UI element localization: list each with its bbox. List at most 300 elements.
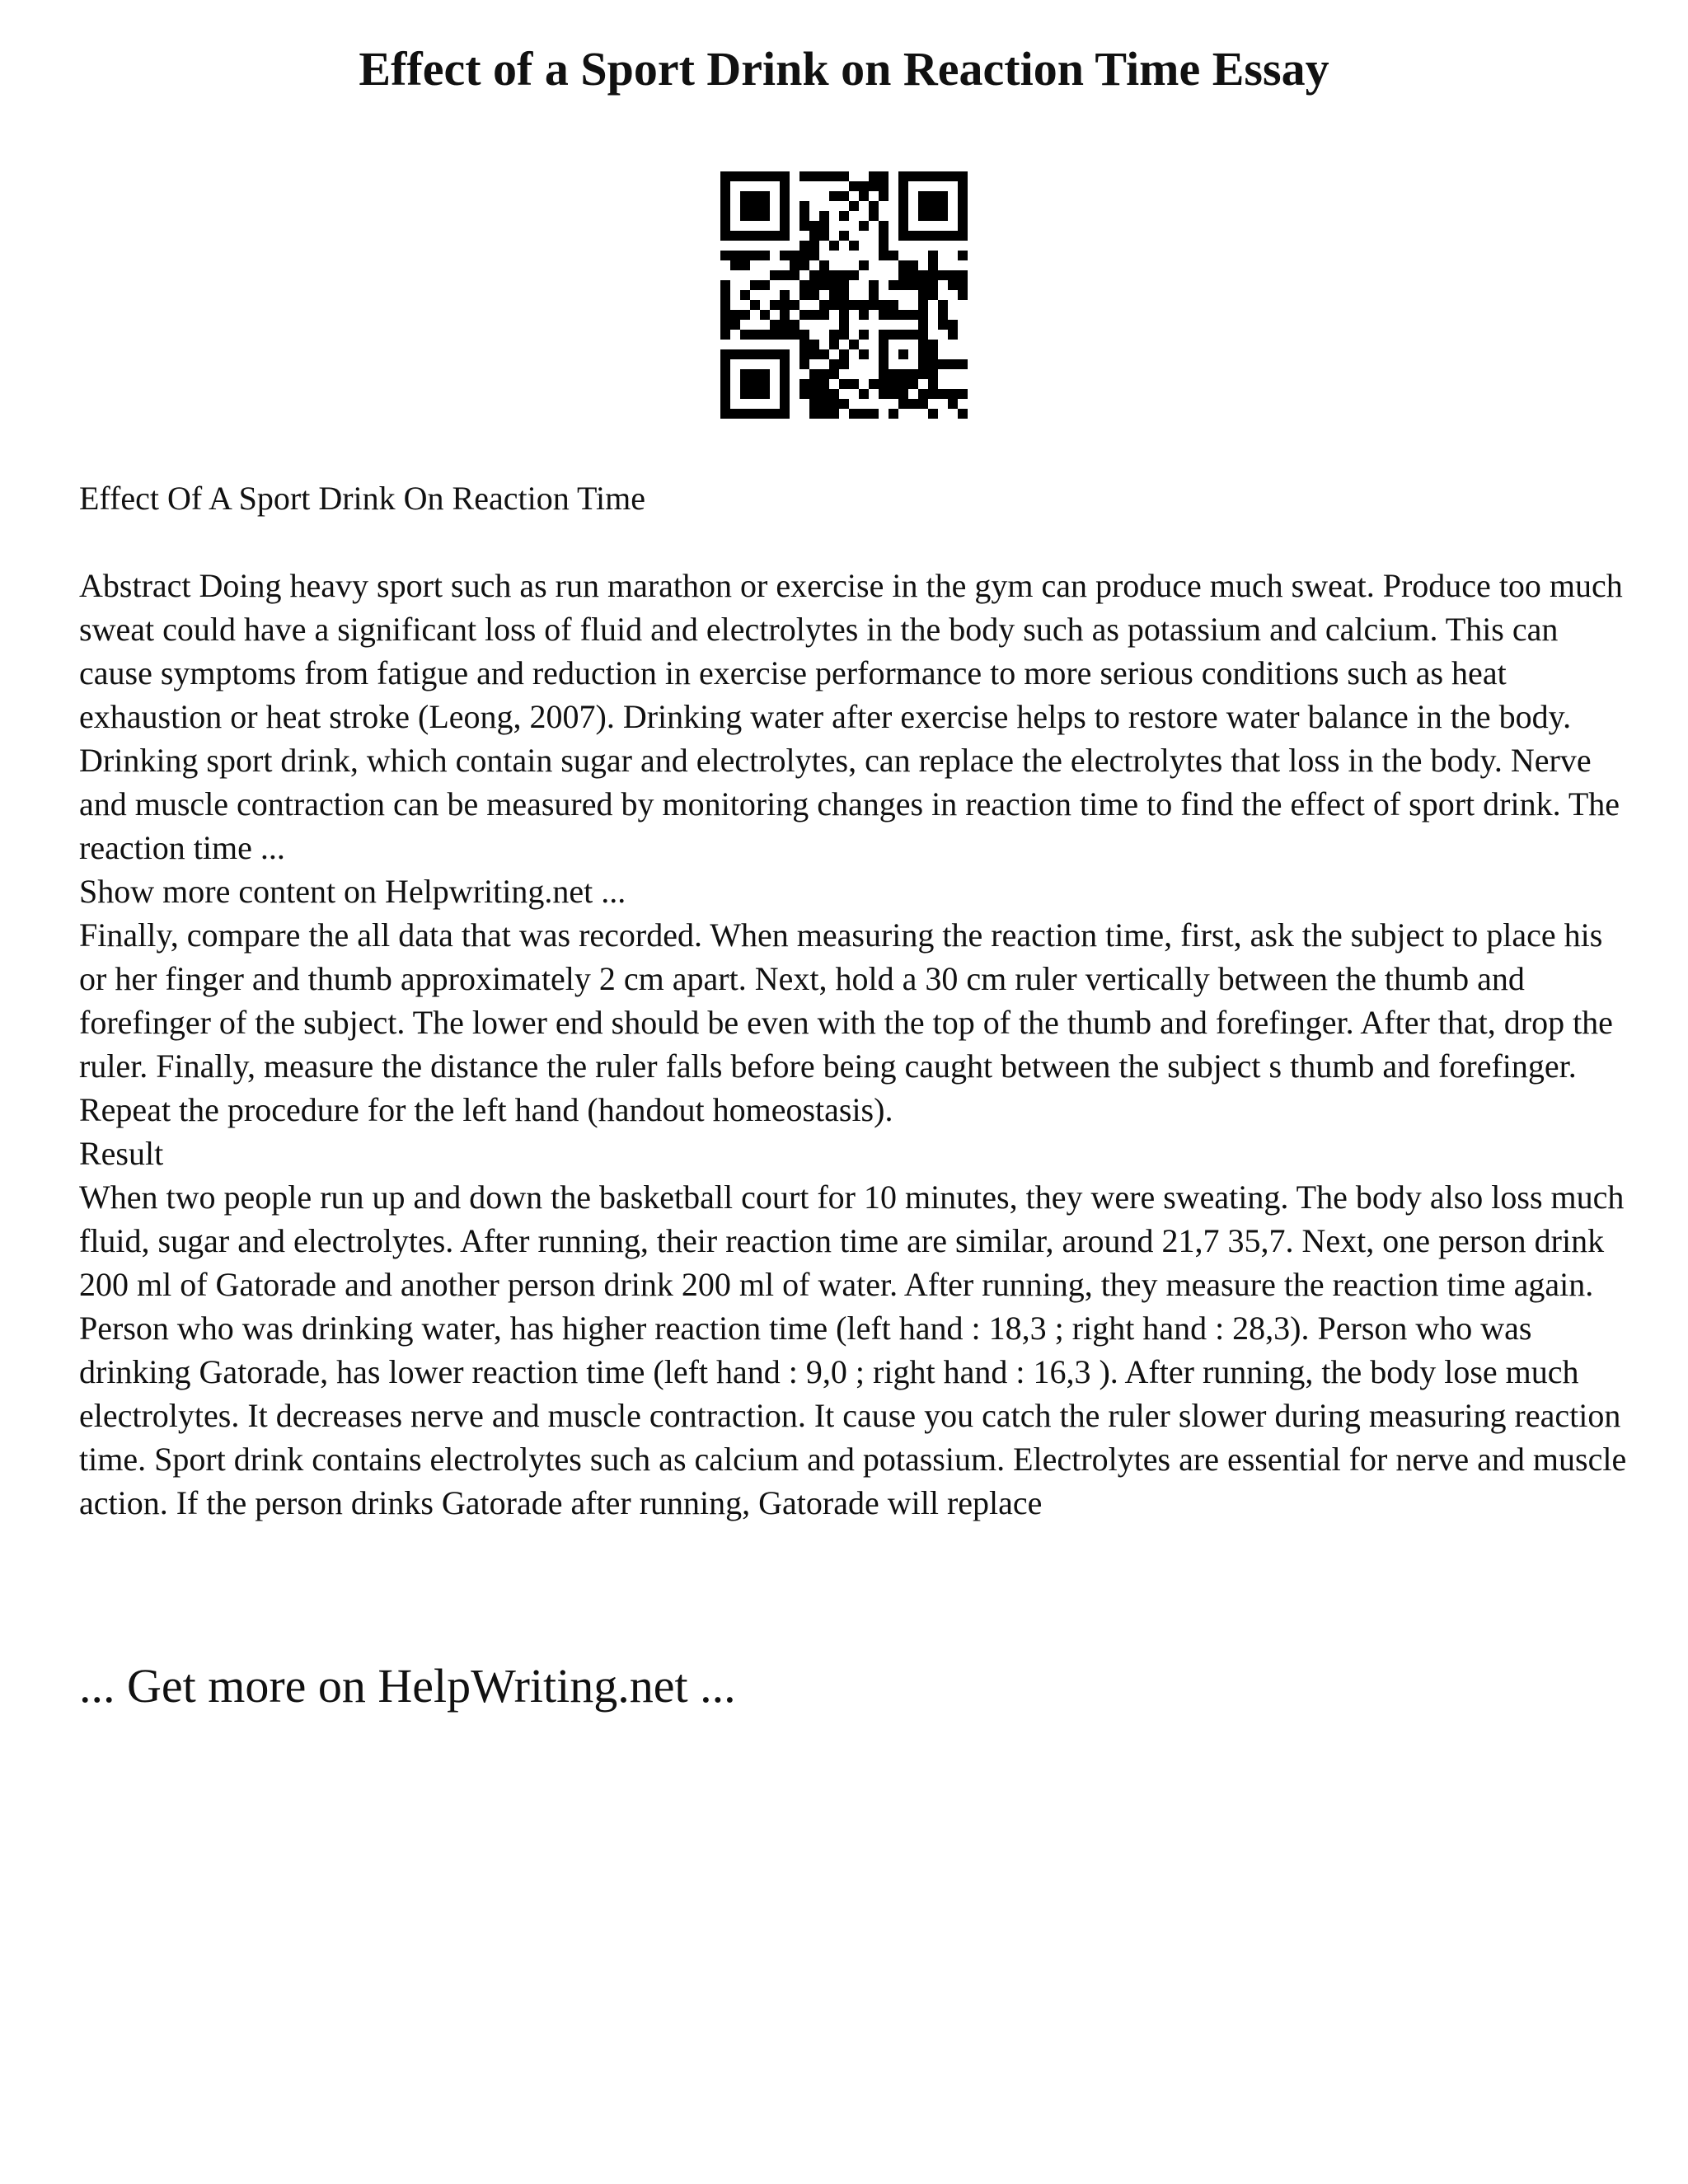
qr-module (839, 399, 849, 409)
result-heading: Result (79, 1135, 164, 1172)
qr-module (859, 389, 869, 399)
qr-module (780, 191, 790, 201)
qr-module (908, 369, 918, 379)
qr-module (958, 191, 968, 201)
qr-module (948, 399, 958, 409)
qr-module (740, 191, 750, 201)
qr-module (879, 359, 889, 369)
qr-module (819, 379, 829, 389)
qr-module (760, 231, 770, 241)
qr-module (829, 330, 839, 340)
qr-module (879, 191, 889, 201)
qr-module (948, 231, 958, 241)
qr-module (770, 171, 780, 181)
qr-module (839, 191, 849, 201)
qr-module (908, 330, 918, 340)
qr-module (849, 270, 859, 280)
qr-module (809, 221, 819, 231)
qr-module (819, 349, 829, 359)
qr-module (819, 270, 829, 280)
qr-module (879, 300, 889, 310)
qr-module (809, 241, 819, 251)
qr-module (859, 221, 869, 231)
qr-module (720, 280, 730, 290)
qr-module (780, 300, 790, 310)
qr-module (918, 201, 928, 211)
qr-module (760, 330, 770, 340)
qr-module (730, 409, 740, 419)
qr-module (889, 389, 898, 399)
qr-module (780, 221, 790, 231)
qr-module (720, 221, 730, 231)
qr-module (928, 231, 938, 241)
qr-module (938, 310, 948, 320)
qr-module (829, 241, 839, 251)
qr-module (958, 409, 968, 419)
qr-module (948, 280, 958, 290)
qr-module (829, 409, 839, 419)
qr-module (938, 191, 948, 201)
qr-module (898, 171, 908, 181)
qr-module (839, 320, 849, 330)
qr-module (720, 290, 730, 300)
qr-module (948, 320, 958, 330)
qr-module (839, 290, 849, 300)
qr-module (819, 389, 829, 399)
qr-module (849, 300, 859, 310)
qr-module (958, 359, 968, 369)
qr-module (918, 270, 928, 280)
qr-module (889, 251, 898, 260)
qr-module (839, 211, 849, 221)
qr-module (928, 280, 938, 290)
qr-module (908, 171, 918, 181)
qr-module (730, 310, 740, 320)
qr-module (859, 181, 869, 191)
qr-module (750, 379, 760, 389)
qr-code-icon (720, 171, 968, 419)
qr-module (809, 251, 819, 260)
qr-module (938, 320, 948, 330)
qr-module (958, 270, 968, 280)
qr-module (809, 409, 819, 419)
qr-module (869, 211, 879, 221)
qr-module (720, 320, 730, 330)
qr-module (760, 171, 770, 181)
qr-module (928, 359, 938, 369)
qr-module (879, 369, 889, 379)
qr-module (770, 231, 780, 241)
qr-module (898, 310, 908, 320)
qr-module (720, 379, 730, 389)
qr-module (898, 330, 908, 340)
qr-module (740, 211, 750, 221)
qr-module (918, 211, 928, 221)
qr-module (809, 280, 819, 290)
qr-module (809, 399, 819, 409)
qr-module (740, 379, 750, 389)
qr-module (859, 330, 869, 340)
qr-module (790, 260, 799, 270)
qr-module (918, 399, 928, 409)
qr-module (849, 379, 859, 389)
qr-module (780, 171, 790, 181)
qr-module (938, 300, 948, 310)
qr-module (879, 330, 889, 340)
qr-module (799, 251, 809, 260)
qr-module (740, 409, 750, 419)
qr-module (720, 181, 730, 191)
qr-module (898, 201, 908, 211)
qr-module (740, 369, 750, 379)
qr-module (740, 231, 750, 241)
qr-module (770, 409, 780, 419)
qr-module (879, 221, 889, 231)
qr-module (928, 379, 938, 389)
qr-module (780, 320, 790, 330)
qr-module (898, 260, 908, 270)
qr-module (938, 270, 948, 280)
qr-module (889, 280, 898, 290)
qr-module (799, 389, 809, 399)
qr-module (829, 280, 839, 290)
qr-module (879, 340, 889, 349)
qr-module (799, 241, 809, 251)
qr-module (879, 379, 889, 389)
qr-module (938, 359, 948, 369)
qr-module (908, 260, 918, 270)
qr-module (849, 340, 859, 349)
qr-module (829, 399, 839, 409)
qr-module (740, 389, 750, 399)
qr-module (740, 251, 750, 260)
qr-module (879, 181, 889, 191)
qr-module (928, 251, 938, 260)
qr-module (829, 389, 839, 399)
qr-module (770, 320, 780, 330)
qr-module (730, 260, 740, 270)
qr-module (898, 389, 908, 399)
method-paragraph: Finally, compare the all data that was recorded. When measuring the reaction time, first, ask the subject to place his or her finger and thumb approximately 2 cm apart. Next, hold a 30 cm ruler vertically between the thumb and forefinger of the subject. The lower end should be even with the top of the thumb and forefinger. After that, drop the ruler. Finally, measure the distance the ruler falls before being caught between the subject s thumb and forefinger. Repeat the procedure for the left hand (handout homeostasis). (79, 916, 1613, 1128)
qr-module (750, 191, 760, 201)
qr-module (809, 270, 819, 280)
qr-module (958, 221, 968, 231)
qr-module (720, 399, 730, 409)
qr-module (780, 349, 790, 359)
qr-module (918, 359, 928, 369)
qr-module (859, 409, 869, 419)
essay-heading: Effect Of A Sport Drink On Reaction Time (79, 480, 645, 517)
qr-module (948, 171, 958, 181)
qr-module (918, 171, 928, 181)
qr-module (750, 231, 760, 241)
qr-module (740, 310, 750, 320)
qr-module (898, 181, 908, 191)
qr-module (928, 191, 938, 201)
qr-module (760, 280, 770, 290)
qr-module (928, 349, 938, 359)
qr-module (958, 389, 968, 399)
qr-module (898, 369, 908, 379)
qr-module (849, 409, 859, 419)
qr-module (879, 349, 889, 359)
qr-module (928, 171, 938, 181)
qr-module (869, 300, 879, 310)
qr-module (829, 191, 839, 201)
qr-module (918, 191, 928, 201)
qr-module (938, 211, 948, 221)
qr-module (819, 171, 829, 181)
qr-code-graphic (720, 171, 968, 419)
qr-module (760, 379, 770, 389)
qr-module (790, 270, 799, 280)
qr-module (740, 260, 750, 270)
qr-module (780, 290, 790, 300)
qr-module (780, 330, 790, 340)
qr-module (839, 280, 849, 290)
qr-module (750, 211, 760, 221)
qr-module (958, 280, 968, 290)
qr-module (750, 409, 760, 419)
qr-module (720, 359, 730, 369)
qr-module (928, 290, 938, 300)
qr-module (809, 171, 819, 181)
show-more-link[interactable]: Show more content on Helpwriting.net ... (79, 873, 626, 910)
qr-module (740, 349, 750, 359)
qr-module (869, 379, 879, 389)
qr-module (918, 300, 928, 310)
result-paragraph: When two people run up and down the basketball court for 10 minutes, they were sweating. The body also loss much fluid, sugar and electrolytes. After running, their reaction time are similar, around 21,7 35,7. Next, one person drink 200 ml of Gatorade and another person drink 200 ml of water. After running, they measure the reaction time again. Person who was drinking water, has higher reaction time (left hand : 18,3 ; right hand : 28,3). Person who was drinking Gatorade, has lower reaction time (left hand : 9,0 ; right hand : 16,3 ). After running, the body lose much electrolytes. It decreases nerve and muscle contraction. It cause you catch the ruler slower during measuring reaction time. Sport drink contains electrolytes such as calcium and potassium. Electrolytes are essential for nerve and muscle action. If the person drinks Gatorade after running, Gatorade will replace (79, 1179, 1627, 1521)
qr-module (799, 260, 809, 270)
qr-module (938, 201, 948, 211)
qr-module (760, 251, 770, 260)
qr-module (869, 171, 879, 181)
qr-module (859, 310, 869, 320)
qr-module (809, 231, 819, 241)
qr-module (780, 181, 790, 191)
qr-module (898, 211, 908, 221)
qr-module (790, 330, 799, 340)
qr-module (720, 369, 730, 379)
qr-module (799, 310, 809, 320)
qr-module (770, 270, 780, 280)
qr-module (730, 251, 740, 260)
qr-module (799, 280, 809, 290)
qr-module (790, 320, 799, 330)
qr-module (869, 290, 879, 300)
qr-module (958, 181, 968, 191)
qr-module (720, 171, 730, 181)
qr-module (879, 310, 889, 320)
qr-module (898, 280, 908, 290)
qr-module (720, 191, 730, 201)
qr-module (819, 231, 829, 241)
qr-module (720, 330, 730, 340)
qr-module (918, 280, 928, 290)
qr-module (750, 201, 760, 211)
qr-module (760, 191, 770, 201)
qr-module (879, 231, 889, 241)
qr-module (790, 251, 799, 260)
qr-module (819, 399, 829, 409)
qr-module (799, 379, 809, 389)
qr-module (780, 201, 790, 211)
qr-module (780, 369, 790, 379)
qr-module (879, 171, 889, 181)
qr-module (908, 379, 918, 389)
qr-module (908, 231, 918, 241)
qr-module (750, 349, 760, 359)
qr-module (780, 409, 790, 419)
get-more-link[interactable]: ... Get more on HelpWriting.net ... (79, 1659, 736, 1713)
qr-module (780, 231, 790, 241)
qr-module (799, 221, 809, 231)
qr-module (720, 300, 730, 310)
qr-module (948, 330, 958, 340)
qr-module (750, 389, 760, 399)
qr-module (948, 270, 958, 280)
qr-module (928, 409, 938, 419)
qr-module (819, 369, 829, 379)
qr-module (849, 241, 859, 251)
qr-module (730, 171, 740, 181)
qr-module (839, 300, 849, 310)
qr-module (918, 349, 928, 359)
qr-module (898, 231, 908, 241)
essay-body (79, 476, 1629, 1525)
qr-module (849, 181, 859, 191)
qr-module (730, 349, 740, 359)
qr-module (898, 379, 908, 389)
qr-module (720, 231, 730, 241)
qr-module (958, 290, 968, 300)
page-title: Effect of a Sport Drink on Reaction Time Essay (359, 42, 1329, 96)
qr-module (928, 201, 938, 211)
qr-module (898, 399, 908, 409)
qr-module (720, 349, 730, 359)
qr-module (740, 201, 750, 211)
qr-module (799, 211, 809, 221)
qr-module (889, 369, 898, 379)
qr-module (809, 310, 819, 320)
qr-module (730, 231, 740, 241)
qr-module (938, 231, 948, 241)
qr-module (799, 330, 809, 340)
qr-module (869, 280, 879, 290)
qr-module (869, 181, 879, 191)
qr-module (869, 201, 879, 211)
qr-module (859, 349, 869, 359)
qr-module (908, 280, 918, 290)
qr-module (839, 379, 849, 389)
abstract-paragraph: Abstract Doing heavy sport such as run marathon or exercise in the gym can produce much sweat. Produce too much sweat could have a significant loss of fluid and electrolytes in the body such as potassium and calcium. This can cause symptoms from fatigue and reduction in exercise performance to more serious conditions such as heat exhaustion or heat stroke (Leong, 2007). Drinking water after exercise helps to restore water balance in the body. Drinking sport drink, which contain sugar and electrolytes, can replace the electrolytes that loss in the body. Nerve and muscle contraction can be measured by monitoring changes in reaction time to find the effect of sport drink. The reaction time ... (79, 567, 1623, 866)
qr-module (928, 270, 938, 280)
qr-module (780, 389, 790, 399)
qr-module (829, 359, 839, 369)
qr-module (908, 310, 918, 320)
qr-module (869, 409, 879, 419)
qr-module (750, 330, 760, 340)
qr-module (750, 251, 760, 260)
qr-module (720, 201, 730, 211)
qr-module (958, 251, 968, 260)
qr-module (780, 399, 790, 409)
qr-module (720, 389, 730, 399)
qr-module (819, 260, 829, 270)
qr-module (948, 359, 958, 369)
qr-module (809, 379, 819, 389)
qr-module (750, 171, 760, 181)
qr-module (928, 260, 938, 270)
qr-module (809, 389, 819, 399)
qr-module (918, 290, 928, 300)
qr-module (879, 389, 889, 399)
qr-module (829, 270, 839, 280)
qr-module (809, 340, 819, 349)
qr-module (760, 369, 770, 379)
qr-module (898, 349, 908, 359)
qr-module (928, 340, 938, 349)
qr-module (889, 300, 898, 310)
qr-module (760, 389, 770, 399)
qr-module (889, 409, 898, 419)
qr-module (928, 389, 938, 399)
qr-module (799, 349, 809, 359)
qr-module (770, 300, 780, 310)
qr-module (819, 300, 829, 310)
qr-module (780, 359, 790, 369)
qr-module (720, 409, 730, 419)
qr-module (740, 330, 750, 340)
qr-module (829, 171, 839, 181)
qr-module (760, 409, 770, 419)
qr-module (799, 290, 809, 300)
qr-module (760, 211, 770, 221)
qr-module (849, 201, 859, 211)
qr-module (790, 300, 799, 310)
qr-module (918, 310, 928, 320)
qr-module (938, 171, 948, 181)
qr-module (839, 330, 849, 340)
qr-module (839, 231, 849, 241)
qr-module (770, 330, 780, 340)
qr-module (908, 399, 918, 409)
qr-module (780, 251, 790, 260)
qr-module (799, 359, 809, 369)
qr-module (879, 241, 889, 251)
qr-module (859, 260, 869, 270)
qr-module (819, 221, 829, 231)
qr-module (918, 330, 928, 340)
qr-module (928, 211, 938, 221)
qr-module (948, 389, 958, 399)
qr-module (780, 310, 790, 320)
qr-module (720, 211, 730, 221)
qr-module (829, 290, 839, 300)
qr-module (780, 211, 790, 221)
qr-module (918, 389, 928, 399)
qr-module (799, 171, 809, 181)
qr-module (760, 349, 770, 359)
qr-module (898, 270, 908, 280)
qr-module (819, 211, 829, 221)
qr-module (839, 171, 849, 181)
qr-module (889, 330, 898, 340)
qr-module (740, 171, 750, 181)
qr-module (809, 369, 819, 379)
qr-module (918, 340, 928, 349)
qr-module (819, 310, 829, 320)
